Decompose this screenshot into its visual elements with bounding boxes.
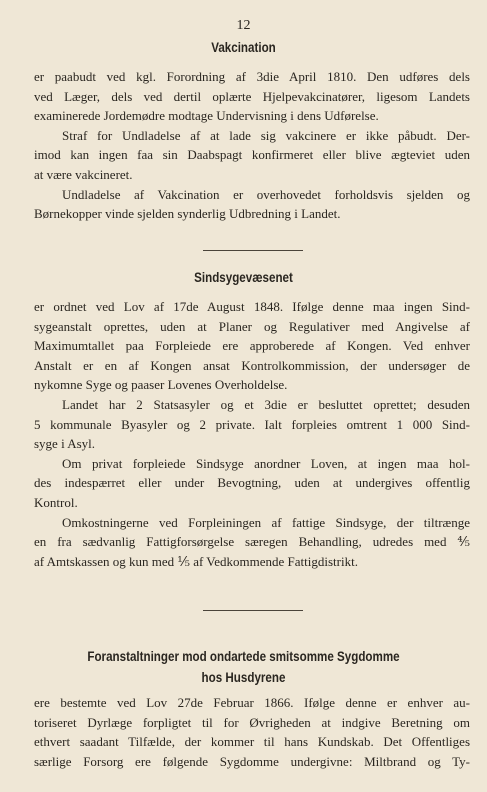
text-line: Om privat forpleiede Sindsyge anordner Loven, at ingen maa hol-: [62, 455, 470, 471]
section-heading-husdyrene: Foranstaltninger mod ondartede smitsomme Sygdomme hos Husdyrene: [87, 649, 400, 685]
section-heading-sindsygevaesenet: Sindsygevæsenet: [194, 270, 293, 285]
text-line: ved Læger, dels ved dertil oplærte Hjelpevakcinatører, ligesom Landets: [34, 88, 470, 104]
text-line: sygeanstalt oprettes, uden at Planer og Regulativer med Angivelse af: [34, 318, 470, 334]
text-line: Maximumtallet paa Forpleiede ere approberede af Kongen. Ved enhver: [34, 338, 470, 354]
text-line: er ordnet ved Lov af 17de August 1848. Ifølge denne maa ingen Sind-: [34, 299, 470, 314]
page-number: 12: [236, 18, 251, 33]
section-divider: [203, 250, 303, 251]
section-divider: [203, 610, 303, 611]
text-line: at være vakcineret.: [34, 166, 133, 182]
text-line: toriseret Dyrlæge forpligtet til for Øvrigheden at indgive Beretning om: [34, 714, 470, 730]
text-line: examinerede Jordemødre modtage Undervisning i dens Udførelse.: [34, 108, 379, 124]
text-line: Børnekopper vinde sjelden synderlig Udbredning i Landet.: [34, 206, 341, 222]
section-body-sindsygevaesenet: [34, 297, 470, 571]
text-line: særlige Forsorg ere følgende Sygdomme undergivne: Miltbrand og Ty-: [34, 753, 470, 769]
text-line: er paabudt ved kgl. Forordning af 3die April 1810. Den udføres dels: [34, 69, 470, 84]
text-line: Omkostningerne ved Forpleiningen af fattige Sindsyge, der tiltrænge: [62, 514, 470, 530]
text-line: imod kan ingen faa sin Daabspagt konfirmeret eller blive ægteviet uden: [34, 147, 470, 163]
section-heading-vakcination: Vakcination: [211, 40, 276, 55]
text-line: Anstalt er en af Kongen ansat Kontrolkommission, der undersøger de: [34, 357, 470, 373]
section-body-vakcination: [34, 67, 470, 224]
text-line: ethvert saadant Tilfælde, der kommer til hans Kundskab. Det Offentliges: [34, 734, 470, 750]
section-body-husdyrene: [34, 693, 470, 771]
text-line: Straf for Undladelse af at lade sig vakcinere er ikke påbudt. Der-: [62, 127, 470, 143]
text-line: af Amtskassen og kun med ⅕ af Vedkommende Fattigdistrikt.: [34, 553, 358, 569]
text-line: nykomne Syge og paaser Lovenes Overholdelse.: [34, 377, 288, 393]
text-line: Undladelse af Vakcination er overhovedet forholdsvis sjelden og: [62, 186, 470, 202]
text-line: Landet har 2 Statsasyler og et 3die er besluttet oprettet; desuden: [62, 396, 470, 412]
text-line: des indespærret eller under Bevogtning, uden at undergives offentlig: [34, 475, 470, 491]
text-line: Kontrol.: [34, 494, 78, 510]
text-line: syge i Asyl.: [34, 436, 96, 452]
text-line: ere bestemte ved Lov 27de Februar 1866. Ifølge denne er enhver au-: [34, 695, 470, 710]
text-line: en fra sædvanlig Fattigforsørgelse særegen Behandling, udredes med ⅘: [34, 534, 470, 550]
text-line: 5 kommunale Byasyler og 2 private. Ialt forpleies omtrent 1 000 Sind-: [34, 416, 470, 432]
